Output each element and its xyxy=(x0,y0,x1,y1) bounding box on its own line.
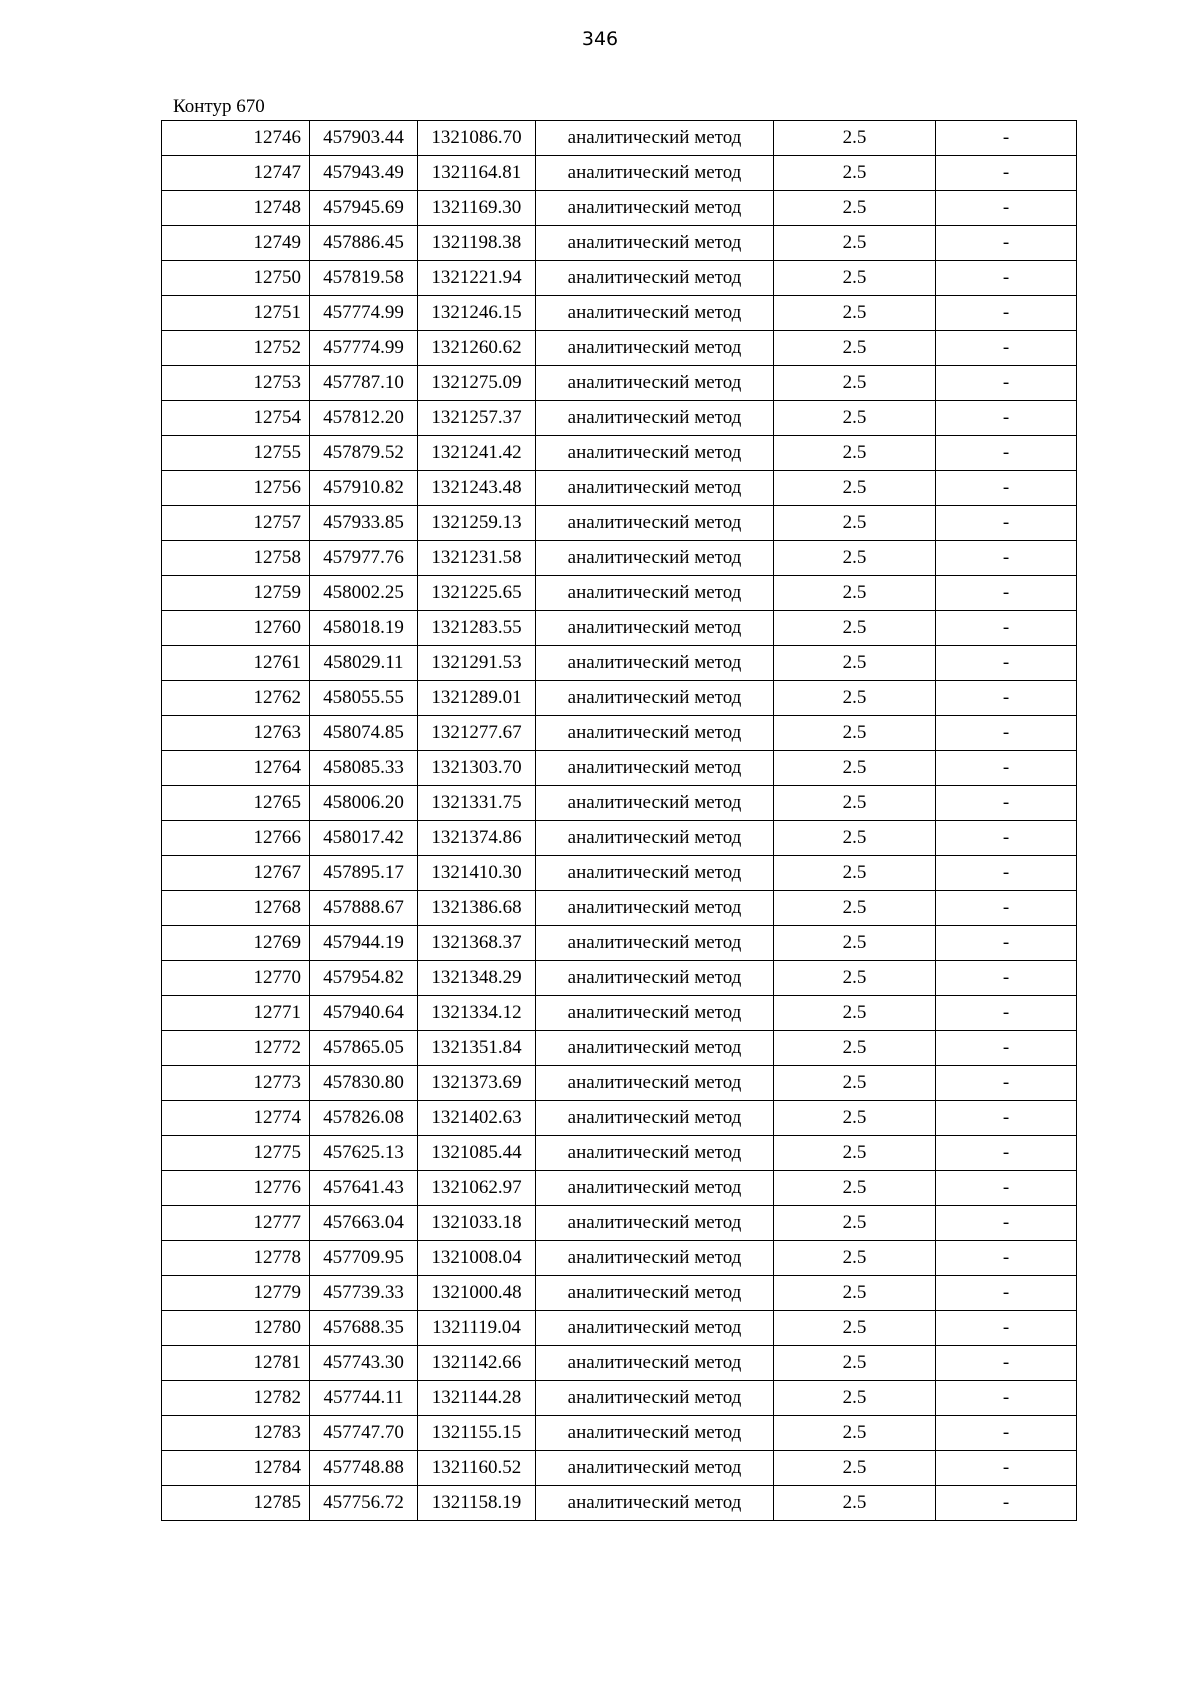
x-coordinate-cell: 458002.25 xyxy=(310,576,418,611)
table-row xyxy=(162,681,1077,716)
x-coordinate-cell: 457774.99 xyxy=(310,331,418,366)
y-coordinate-cell: 1321008.04 xyxy=(418,1241,536,1276)
x-coordinate-cell: 457709.95 xyxy=(310,1241,418,1276)
table-row xyxy=(162,751,1077,786)
y-coordinate-cell: 1321334.12 xyxy=(418,996,536,1031)
point-number-cell: 12756 xyxy=(162,471,310,506)
note-cell: - xyxy=(936,1416,1077,1451)
y-coordinate-cell: 1321259.13 xyxy=(418,506,536,541)
accuracy-cell: 2.5 xyxy=(774,1276,936,1311)
y-coordinate-cell: 1321277.67 xyxy=(418,716,536,751)
y-coordinate-cell: 1321033.18 xyxy=(418,1206,536,1241)
page-number: 346 xyxy=(581,28,619,50)
table-row xyxy=(162,1486,1077,1521)
accuracy-cell: 2.5 xyxy=(774,121,936,156)
method-cell: аналитический метод xyxy=(536,121,774,156)
accuracy-cell: 2.5 xyxy=(774,961,936,996)
table-row xyxy=(162,541,1077,576)
table-row xyxy=(162,996,1077,1031)
x-coordinate-cell: 457743.30 xyxy=(310,1346,418,1381)
note-cell: - xyxy=(936,191,1077,226)
x-coordinate-cell: 457744.11 xyxy=(310,1381,418,1416)
table-row xyxy=(162,1066,1077,1101)
method-cell: аналитический метод xyxy=(536,751,774,786)
table-row xyxy=(162,716,1077,751)
table-row xyxy=(162,331,1077,366)
accuracy-cell: 2.5 xyxy=(774,156,936,191)
y-coordinate-cell: 1321000.48 xyxy=(418,1276,536,1311)
table-row xyxy=(162,1031,1077,1066)
point-number-cell: 12769 xyxy=(162,926,310,961)
table-row xyxy=(162,1101,1077,1136)
table-row xyxy=(162,576,1077,611)
method-cell: аналитический метод xyxy=(536,996,774,1031)
point-number-cell: 12780 xyxy=(162,1311,310,1346)
point-number-cell: 12751 xyxy=(162,296,310,331)
point-number-cell: 12778 xyxy=(162,1241,310,1276)
point-number-cell: 12752 xyxy=(162,331,310,366)
y-coordinate-cell: 1321164.81 xyxy=(418,156,536,191)
point-number-cell: 12770 xyxy=(162,961,310,996)
note-cell: - xyxy=(936,471,1077,506)
note-cell: - xyxy=(936,1241,1077,1276)
y-coordinate-cell: 1321155.15 xyxy=(418,1416,536,1451)
note-cell: - xyxy=(936,576,1077,611)
x-coordinate-cell: 458018.19 xyxy=(310,611,418,646)
point-number-cell: 12746 xyxy=(162,121,310,156)
note-cell: - xyxy=(936,121,1077,156)
note-cell: - xyxy=(936,1031,1077,1066)
method-cell: аналитический метод xyxy=(536,891,774,926)
method-cell: аналитический метод xyxy=(536,1101,774,1136)
note-cell: - xyxy=(936,786,1077,821)
point-number-cell: 12760 xyxy=(162,611,310,646)
table-row xyxy=(162,191,1077,226)
table-row xyxy=(162,786,1077,821)
note-cell: - xyxy=(936,1381,1077,1416)
y-coordinate-cell: 1321275.09 xyxy=(418,366,536,401)
table-row xyxy=(162,1241,1077,1276)
y-coordinate-cell: 1321086.70 xyxy=(418,121,536,156)
table-row xyxy=(162,961,1077,996)
note-cell: - xyxy=(936,331,1077,366)
accuracy-cell: 2.5 xyxy=(774,1451,936,1486)
note-cell: - xyxy=(936,1136,1077,1171)
method-cell: аналитический метод xyxy=(536,471,774,506)
y-coordinate-cell: 1321368.37 xyxy=(418,926,536,961)
method-cell: аналитический метод xyxy=(536,1381,774,1416)
accuracy-cell: 2.5 xyxy=(774,541,936,576)
accuracy-cell: 2.5 xyxy=(774,681,936,716)
x-coordinate-cell: 457625.13 xyxy=(310,1136,418,1171)
accuracy-cell: 2.5 xyxy=(774,1486,936,1521)
table-row xyxy=(162,926,1077,961)
x-coordinate-cell: 457819.58 xyxy=(310,261,418,296)
accuracy-cell: 2.5 xyxy=(774,366,936,401)
point-number-cell: 12764 xyxy=(162,751,310,786)
accuracy-cell: 2.5 xyxy=(774,996,936,1031)
y-coordinate-cell: 1321257.37 xyxy=(418,401,536,436)
y-coordinate-cell: 1321331.75 xyxy=(418,786,536,821)
point-number-cell: 12761 xyxy=(162,646,310,681)
y-coordinate-cell: 1321085.44 xyxy=(418,1136,536,1171)
note-cell: - xyxy=(936,926,1077,961)
x-coordinate-cell: 458085.33 xyxy=(310,751,418,786)
accuracy-cell: 2.5 xyxy=(774,1171,936,1206)
x-coordinate-cell: 457812.20 xyxy=(310,401,418,436)
table-row xyxy=(162,821,1077,856)
note-cell: - xyxy=(936,541,1077,576)
x-coordinate-cell: 457774.99 xyxy=(310,296,418,331)
accuracy-cell: 2.5 xyxy=(774,436,936,471)
note-cell: - xyxy=(936,1066,1077,1101)
x-coordinate-cell: 457895.17 xyxy=(310,856,418,891)
x-coordinate-cell: 458029.11 xyxy=(310,646,418,681)
note-cell: - xyxy=(936,751,1077,786)
method-cell: аналитический метод xyxy=(536,156,774,191)
table-row xyxy=(162,506,1077,541)
table-row xyxy=(162,1136,1077,1171)
y-coordinate-cell: 1321169.30 xyxy=(418,191,536,226)
accuracy-cell: 2.5 xyxy=(774,576,936,611)
note-cell: - xyxy=(936,961,1077,996)
x-coordinate-cell: 458074.85 xyxy=(310,716,418,751)
y-coordinate-cell: 1321348.29 xyxy=(418,961,536,996)
point-number-cell: 12776 xyxy=(162,1171,310,1206)
method-cell: аналитический метод xyxy=(536,296,774,331)
point-number-cell: 12754 xyxy=(162,401,310,436)
table-row xyxy=(162,471,1077,506)
y-coordinate-cell: 1321291.53 xyxy=(418,646,536,681)
note-cell: - xyxy=(936,1451,1077,1486)
y-coordinate-cell: 1321160.52 xyxy=(418,1451,536,1486)
method-cell: аналитический метод xyxy=(536,436,774,471)
accuracy-cell: 2.5 xyxy=(774,401,936,436)
table-row xyxy=(162,1381,1077,1416)
table-row xyxy=(162,646,1077,681)
accuracy-cell: 2.5 xyxy=(774,1031,936,1066)
point-number-cell: 12747 xyxy=(162,156,310,191)
x-coordinate-cell: 458006.20 xyxy=(310,786,418,821)
point-number-cell: 12777 xyxy=(162,1206,310,1241)
method-cell: аналитический метод xyxy=(536,681,774,716)
x-coordinate-cell: 457940.64 xyxy=(310,996,418,1031)
method-cell: аналитический метод xyxy=(536,646,774,681)
point-number-cell: 12763 xyxy=(162,716,310,751)
accuracy-cell: 2.5 xyxy=(774,926,936,961)
note-cell: - xyxy=(936,506,1077,541)
y-coordinate-cell: 1321373.69 xyxy=(418,1066,536,1101)
accuracy-cell: 2.5 xyxy=(774,611,936,646)
method-cell: аналитический метод xyxy=(536,1171,774,1206)
y-coordinate-cell: 1321198.38 xyxy=(418,226,536,261)
method-cell: аналитический метод xyxy=(536,366,774,401)
y-coordinate-cell: 1321303.70 xyxy=(418,751,536,786)
point-number-cell: 12768 xyxy=(162,891,310,926)
point-number-cell: 12758 xyxy=(162,541,310,576)
method-cell: аналитический метод xyxy=(536,1346,774,1381)
accuracy-cell: 2.5 xyxy=(774,506,936,541)
table-row xyxy=(162,611,1077,646)
accuracy-cell: 2.5 xyxy=(774,1206,936,1241)
point-number-cell: 12753 xyxy=(162,366,310,401)
note-cell: - xyxy=(936,681,1077,716)
method-cell: аналитический метод xyxy=(536,1136,774,1171)
accuracy-cell: 2.5 xyxy=(774,1101,936,1136)
y-coordinate-cell: 1321289.01 xyxy=(418,681,536,716)
note-cell: - xyxy=(936,611,1077,646)
x-coordinate-cell: 457747.70 xyxy=(310,1416,418,1451)
method-cell: аналитический метод xyxy=(536,1311,774,1346)
method-cell: аналитический метод xyxy=(536,611,774,646)
coordinates-table-body xyxy=(162,121,1077,1521)
table-row xyxy=(162,261,1077,296)
method-cell: аналитический метод xyxy=(536,261,774,296)
y-coordinate-cell: 1321410.30 xyxy=(418,856,536,891)
note-cell: - xyxy=(936,156,1077,191)
method-cell: аналитический метод xyxy=(536,1241,774,1276)
note-cell: - xyxy=(936,296,1077,331)
accuracy-cell: 2.5 xyxy=(774,1381,936,1416)
point-number-cell: 12767 xyxy=(162,856,310,891)
method-cell: аналитический метод xyxy=(536,856,774,891)
table-row xyxy=(162,121,1077,156)
table-row xyxy=(162,436,1077,471)
point-number-cell: 12773 xyxy=(162,1066,310,1101)
y-coordinate-cell: 1321260.62 xyxy=(418,331,536,366)
x-coordinate-cell: 457910.82 xyxy=(310,471,418,506)
accuracy-cell: 2.5 xyxy=(774,1416,936,1451)
note-cell: - xyxy=(936,1171,1077,1206)
method-cell: аналитический метод xyxy=(536,1276,774,1311)
x-coordinate-cell: 457903.44 xyxy=(310,121,418,156)
method-cell: аналитический метод xyxy=(536,926,774,961)
table-row xyxy=(162,226,1077,261)
method-cell: аналитический метод xyxy=(536,541,774,576)
accuracy-cell: 2.5 xyxy=(774,786,936,821)
point-number-cell: 12766 xyxy=(162,821,310,856)
note-cell: - xyxy=(936,1276,1077,1311)
point-number-cell: 12748 xyxy=(162,191,310,226)
table-row xyxy=(162,891,1077,926)
point-number-cell: 12779 xyxy=(162,1276,310,1311)
note-cell: - xyxy=(936,1206,1077,1241)
y-coordinate-cell: 1321231.58 xyxy=(418,541,536,576)
y-coordinate-cell: 1321351.84 xyxy=(418,1031,536,1066)
accuracy-cell: 2.5 xyxy=(774,1136,936,1171)
y-coordinate-cell: 1321243.48 xyxy=(418,471,536,506)
x-coordinate-cell: 457748.88 xyxy=(310,1451,418,1486)
note-cell: - xyxy=(936,1101,1077,1136)
point-number-cell: 12750 xyxy=(162,261,310,296)
method-cell: аналитический метод xyxy=(536,821,774,856)
table-row xyxy=(162,1416,1077,1451)
point-number-cell: 12785 xyxy=(162,1486,310,1521)
note-cell: - xyxy=(936,366,1077,401)
y-coordinate-cell: 1321158.19 xyxy=(418,1486,536,1521)
accuracy-cell: 2.5 xyxy=(774,331,936,366)
coordinates-table xyxy=(161,120,1077,1521)
table-row xyxy=(162,1451,1077,1486)
accuracy-cell: 2.5 xyxy=(774,261,936,296)
x-coordinate-cell: 457739.33 xyxy=(310,1276,418,1311)
method-cell: аналитический метод xyxy=(536,191,774,226)
accuracy-cell: 2.5 xyxy=(774,891,936,926)
x-coordinate-cell: 457954.82 xyxy=(310,961,418,996)
y-coordinate-cell: 1321062.97 xyxy=(418,1171,536,1206)
accuracy-cell: 2.5 xyxy=(774,226,936,261)
note-cell: - xyxy=(936,1486,1077,1521)
x-coordinate-cell: 457886.45 xyxy=(310,226,418,261)
method-cell: аналитический метод xyxy=(536,716,774,751)
table-row xyxy=(162,401,1077,436)
point-number-cell: 12765 xyxy=(162,786,310,821)
accuracy-cell: 2.5 xyxy=(774,821,936,856)
table-row xyxy=(162,1171,1077,1206)
x-coordinate-cell: 458017.42 xyxy=(310,821,418,856)
note-cell: - xyxy=(936,226,1077,261)
method-cell: аналитический метод xyxy=(536,1066,774,1101)
x-coordinate-cell: 457945.69 xyxy=(310,191,418,226)
y-coordinate-cell: 1321246.15 xyxy=(418,296,536,331)
x-coordinate-cell: 457756.72 xyxy=(310,1486,418,1521)
y-coordinate-cell: 1321225.65 xyxy=(418,576,536,611)
method-cell: аналитический метод xyxy=(536,1206,774,1241)
x-coordinate-cell: 457826.08 xyxy=(310,1101,418,1136)
x-coordinate-cell: 457688.35 xyxy=(310,1311,418,1346)
method-cell: аналитический метод xyxy=(536,1416,774,1451)
accuracy-cell: 2.5 xyxy=(774,296,936,331)
note-cell: - xyxy=(936,891,1077,926)
note-cell: - xyxy=(936,856,1077,891)
x-coordinate-cell: 457663.04 xyxy=(310,1206,418,1241)
y-coordinate-cell: 1321119.04 xyxy=(418,1311,536,1346)
point-number-cell: 12759 xyxy=(162,576,310,611)
point-number-cell: 12783 xyxy=(162,1416,310,1451)
table-row xyxy=(162,296,1077,331)
table-row xyxy=(162,1276,1077,1311)
method-cell: аналитический метод xyxy=(536,1031,774,1066)
y-coordinate-cell: 1321144.28 xyxy=(418,1381,536,1416)
x-coordinate-cell: 457830.80 xyxy=(310,1066,418,1101)
note-cell: - xyxy=(936,1346,1077,1381)
x-coordinate-cell: 457641.43 xyxy=(310,1171,418,1206)
point-number-cell: 12782 xyxy=(162,1381,310,1416)
point-number-cell: 12757 xyxy=(162,506,310,541)
method-cell: аналитический метод xyxy=(536,401,774,436)
note-cell: - xyxy=(936,401,1077,436)
method-cell: аналитический метод xyxy=(536,576,774,611)
accuracy-cell: 2.5 xyxy=(774,1241,936,1276)
table-row xyxy=(162,856,1077,891)
note-cell: - xyxy=(936,436,1077,471)
point-number-cell: 12774 xyxy=(162,1101,310,1136)
x-coordinate-cell: 457943.49 xyxy=(310,156,418,191)
accuracy-cell: 2.5 xyxy=(774,856,936,891)
method-cell: аналитический метод xyxy=(536,331,774,366)
point-number-cell: 12749 xyxy=(162,226,310,261)
accuracy-cell: 2.5 xyxy=(774,471,936,506)
note-cell: - xyxy=(936,821,1077,856)
y-coordinate-cell: 1321283.55 xyxy=(418,611,536,646)
point-number-cell: 12771 xyxy=(162,996,310,1031)
x-coordinate-cell: 457787.10 xyxy=(310,366,418,401)
accuracy-cell: 2.5 xyxy=(774,751,936,786)
table-row xyxy=(162,366,1077,401)
accuracy-cell: 2.5 xyxy=(774,191,936,226)
table-row xyxy=(162,1206,1077,1241)
x-coordinate-cell: 457933.85 xyxy=(310,506,418,541)
y-coordinate-cell: 1321142.66 xyxy=(418,1346,536,1381)
table-row xyxy=(162,1346,1077,1381)
method-cell: аналитический метод xyxy=(536,226,774,261)
note-cell: - xyxy=(936,996,1077,1031)
y-coordinate-cell: 1321386.68 xyxy=(418,891,536,926)
y-coordinate-cell: 1321241.42 xyxy=(418,436,536,471)
x-coordinate-cell: 457879.52 xyxy=(310,436,418,471)
y-coordinate-cell: 1321221.94 xyxy=(418,261,536,296)
y-coordinate-cell: 1321374.86 xyxy=(418,821,536,856)
note-cell: - xyxy=(936,716,1077,751)
accuracy-cell: 2.5 xyxy=(774,1346,936,1381)
point-number-cell: 12784 xyxy=(162,1451,310,1486)
accuracy-cell: 2.5 xyxy=(774,646,936,681)
method-cell: аналитический метод xyxy=(536,506,774,541)
point-number-cell: 12772 xyxy=(162,1031,310,1066)
point-number-cell: 12755 xyxy=(162,436,310,471)
y-coordinate-cell: 1321402.63 xyxy=(418,1101,536,1136)
section-title: Контур 670 xyxy=(173,96,265,117)
accuracy-cell: 2.5 xyxy=(774,1066,936,1101)
table-row xyxy=(162,1311,1077,1346)
point-number-cell: 12781 xyxy=(162,1346,310,1381)
x-coordinate-cell: 458055.55 xyxy=(310,681,418,716)
note-cell: - xyxy=(936,261,1077,296)
table-row xyxy=(162,156,1077,191)
method-cell: аналитический метод xyxy=(536,961,774,996)
method-cell: аналитический метод xyxy=(536,1486,774,1521)
x-coordinate-cell: 457865.05 xyxy=(310,1031,418,1066)
accuracy-cell: 2.5 xyxy=(774,716,936,751)
accuracy-cell: 2.5 xyxy=(774,1311,936,1346)
method-cell: аналитический метод xyxy=(536,1451,774,1486)
note-cell: - xyxy=(936,646,1077,681)
point-number-cell: 12775 xyxy=(162,1136,310,1171)
x-coordinate-cell: 457888.67 xyxy=(310,891,418,926)
x-coordinate-cell: 457944.19 xyxy=(310,926,418,961)
note-cell: - xyxy=(936,1311,1077,1346)
method-cell: аналитический метод xyxy=(536,786,774,821)
point-number-cell: 12762 xyxy=(162,681,310,716)
x-coordinate-cell: 457977.76 xyxy=(310,541,418,576)
